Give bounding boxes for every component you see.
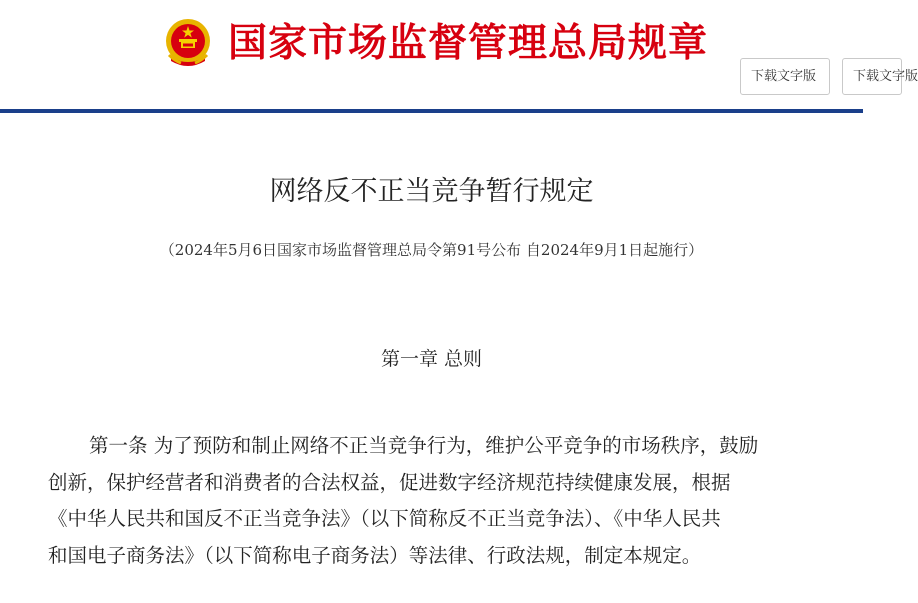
site-title: 国家市场监督管理总局规章 [228, 21, 709, 66]
paragraph-line: 第一条 为了预防和制止网络不正当竞争行为，维护公平竞争的市场秩序，鼓励 [89, 434, 759, 457]
header-divider [0, 109, 863, 113]
document-meta: （2024年5月6日国家市场监督管理总局令第91号公布 自2024年9月1日起施行） [159, 241, 704, 259]
article-paragraph [48, 428, 832, 574]
national-emblem-icon [163, 17, 213, 69]
site-header [0, 0, 918, 110]
paragraph-line: 《中华人民共和国反不正当竞争法》（以下简称反不正当竞争法）、《中华人民共 [48, 507, 721, 530]
download-text-button[interactable]: 下载文字版 [740, 58, 830, 95]
document-title: 网络反不正当竞争暂行规定 [269, 176, 594, 207]
paragraph-line: 创新，保护经营者和消费者的合法权益，促进数字经济规范持续健康发展，根据 [48, 470, 731, 494]
download-text-button-2[interactable]: 下载文字版 [842, 58, 902, 95]
chapter-heading: 第一章 总则 [380, 348, 483, 370]
paragraph-line: 和国电子商务法》（以下简称电子商务法）等法律、行政法规，制定本规定。 [48, 543, 702, 567]
